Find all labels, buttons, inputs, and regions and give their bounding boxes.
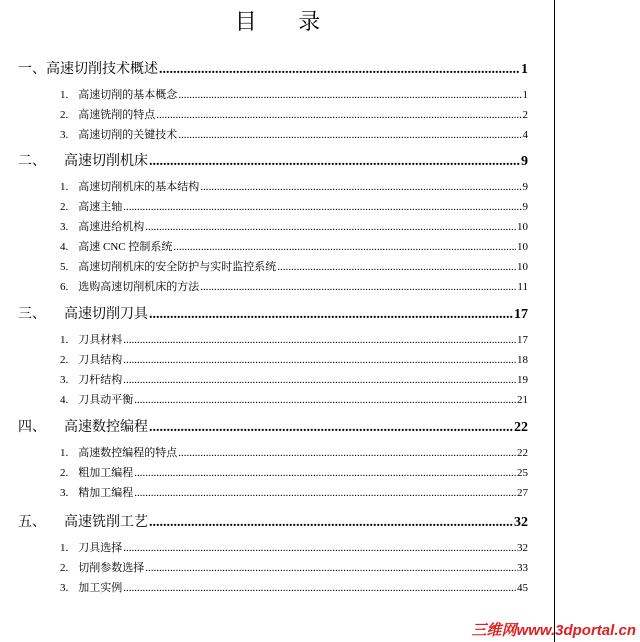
item-page: 45: [517, 582, 528, 594]
item-page: 18: [517, 354, 528, 366]
dot-leader: [123, 542, 516, 554]
toc-item[interactable]: [60, 106, 528, 122]
item-number: 6.: [60, 281, 69, 293]
dot-leader: [134, 467, 516, 479]
item-title: 刀具选择: [78, 542, 123, 554]
item-number: 1.: [60, 334, 69, 346]
dot-leader: [178, 129, 521, 141]
item-number: 3.: [60, 129, 69, 141]
chapter-title: 高速切削机床: [64, 154, 148, 169]
item-title: 高速主轴: [78, 201, 123, 213]
item-page: 32: [517, 542, 528, 554]
chapter-page: 22: [514, 420, 528, 435]
item-number: 3.: [60, 374, 69, 386]
dot-leader: [123, 354, 516, 366]
toc-item[interactable]: [60, 579, 528, 595]
item-title: 刀具结构: [78, 354, 123, 366]
toc-item[interactable]: [60, 331, 528, 347]
chapter-page: 32: [514, 515, 528, 530]
toc-chapter[interactable]: [18, 58, 528, 78]
dot-leader: [134, 394, 516, 406]
toc-item[interactable]: [60, 278, 528, 294]
dot-leader: [159, 62, 520, 78]
item-number: 3.: [60, 221, 69, 233]
item-page: 9: [522, 201, 528, 213]
dot-leader: [145, 221, 516, 233]
chapter-title: 高速数控编程: [64, 420, 148, 435]
toc-item[interactable]: [60, 351, 528, 367]
dot-leader: [149, 307, 513, 323]
item-title: 粗加工编程: [78, 467, 134, 479]
chapter-page: 17: [514, 307, 528, 322]
item-number: 1.: [60, 542, 69, 554]
chapter-number: 五、: [18, 515, 46, 530]
item-title: 刀杆结构: [78, 374, 123, 386]
item-title: 高速切削机床的安全防护与实时监控系统: [78, 261, 277, 273]
item-title: 加工实例: [78, 582, 123, 594]
item-title: 刀具材料: [78, 334, 123, 346]
toc-item[interactable]: [60, 218, 528, 234]
item-number: 1.: [60, 181, 69, 193]
item-page: 4: [522, 129, 528, 141]
chapter-number: 三、: [18, 307, 46, 322]
item-number: 2.: [60, 354, 69, 366]
item-title: 刀具动平衡: [78, 394, 134, 406]
dot-leader: [156, 109, 521, 121]
toc-item[interactable]: [60, 178, 528, 194]
item-page: 27: [517, 487, 528, 499]
item-number: 2.: [60, 201, 69, 213]
toc-chapter[interactable]: [18, 303, 528, 323]
item-page: 25: [517, 467, 528, 479]
toc-item[interactable]: [60, 198, 528, 214]
item-page: 10: [517, 221, 528, 233]
item-number: 1.: [60, 447, 69, 459]
chapter-page: 1: [521, 62, 528, 77]
toc-chapter[interactable]: [18, 511, 528, 531]
dot-leader: [178, 89, 521, 101]
dot-leader: [123, 374, 516, 386]
toc-item[interactable]: [60, 559, 528, 575]
toc-item[interactable]: [60, 86, 528, 102]
chapter-number: 一、: [18, 62, 46, 77]
item-title: 切削参数选择: [78, 562, 145, 574]
chapter-title: 高速铣削工艺: [64, 515, 148, 530]
item-number: 3.: [60, 582, 69, 594]
dot-leader: [123, 201, 521, 213]
item-title: 高速数控编程的特点: [78, 447, 178, 459]
item-title: 高速切削的关键技术: [78, 129, 178, 141]
item-page: 17: [517, 334, 528, 346]
item-number: 2.: [60, 109, 69, 121]
item-page: 9: [522, 181, 528, 193]
item-page: 1: [522, 89, 528, 101]
item-number: 5.: [60, 261, 69, 273]
dot-leader: [145, 562, 516, 574]
item-title: 高速铣削的特点: [78, 109, 156, 121]
toc-item[interactable]: [60, 464, 528, 480]
item-page: 22: [517, 447, 528, 459]
item-page: 10: [517, 261, 528, 273]
item-title: 选购高速切削机床的方法: [78, 281, 200, 293]
item-number: 1.: [60, 89, 69, 101]
item-number: 2.: [60, 467, 69, 479]
item-title: 高速切削机床的基本结构: [78, 181, 200, 193]
dot-leader: [173, 241, 516, 253]
item-number: 3.: [60, 487, 69, 499]
dot-leader: [149, 420, 513, 436]
item-title: 高速切削的基本概念: [78, 89, 178, 101]
item-page: 21: [517, 394, 528, 406]
toc-item[interactable]: [60, 238, 528, 254]
item-number: 4.: [60, 394, 69, 406]
toc-item[interactable]: [60, 444, 528, 460]
dot-leader: [123, 334, 516, 346]
item-number: 2.: [60, 562, 69, 574]
chapter-page: 9: [521, 154, 528, 169]
item-title: 高速进给机构: [78, 221, 145, 233]
item-page: 33: [517, 562, 528, 574]
chapter-number: 四、: [18, 420, 46, 435]
dot-leader: [277, 261, 516, 273]
chapter-number: 二、: [18, 154, 46, 169]
toc-chapter[interactable]: [18, 150, 528, 170]
item-number: 4.: [60, 241, 69, 253]
toc-chapter[interactable]: [18, 416, 528, 436]
dot-leader: [178, 447, 516, 459]
dot-leader: [123, 582, 516, 594]
item-page: 10: [517, 241, 528, 253]
chapter-title: 高速切削刀具: [64, 307, 148, 322]
toc-item[interactable]: [60, 484, 528, 500]
toc-title: 目 录: [234, 9, 339, 34]
dot-leader: [200, 181, 521, 193]
toc-item[interactable]: [60, 371, 528, 387]
site-watermark: 三维网www.3dportal.cn: [471, 622, 636, 639]
item-page: 2: [522, 109, 528, 121]
item-page: 11: [517, 281, 528, 293]
toc-item[interactable]: [60, 391, 528, 407]
dot-leader: [149, 515, 513, 531]
item-title: 高速 CNC 控制系统: [78, 241, 173, 253]
item-title: 精加工编程: [78, 487, 134, 499]
dot-leader: [200, 281, 516, 293]
chapter-title: 高速切削技术概述: [46, 62, 158, 77]
item-page: 19: [517, 374, 528, 386]
dot-leader: [134, 487, 516, 499]
toc-item[interactable]: [60, 258, 528, 274]
toc-item[interactable]: [60, 126, 528, 142]
toc-item[interactable]: [60, 539, 528, 555]
dot-leader: [149, 154, 520, 170]
